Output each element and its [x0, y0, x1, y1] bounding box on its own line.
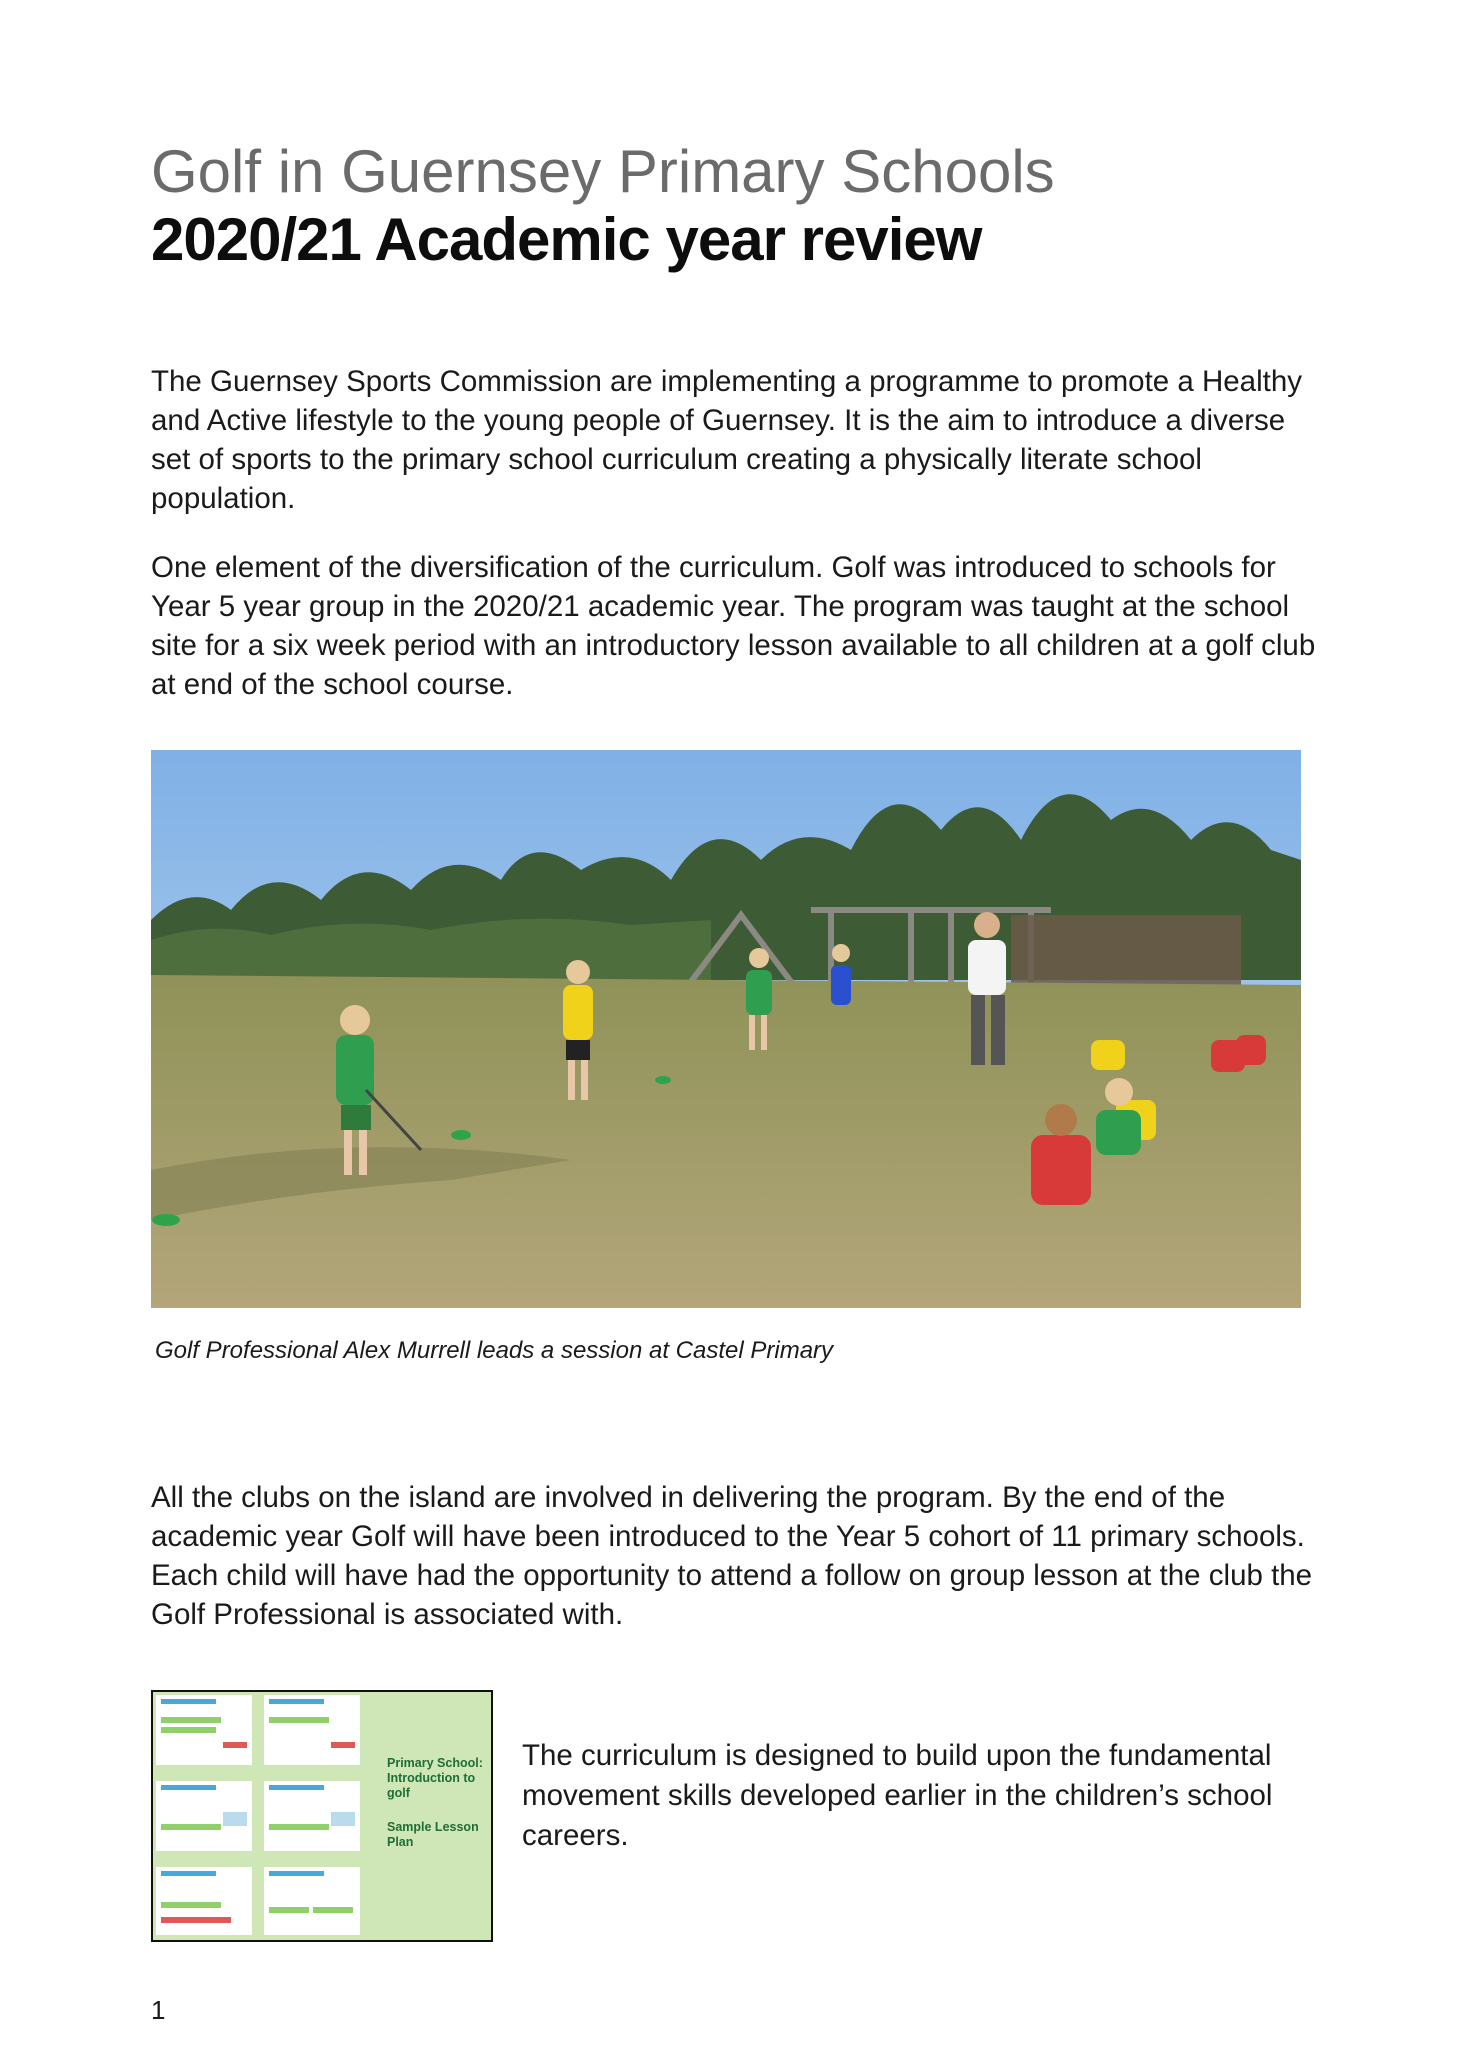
curriculum-paragraph: One element of the diversification of the curriculum. Golf was introduced to schools for Year 5 year group in the 2020/21 academic year. The program was taught at the school site for a six week period with an introductory lesson available to all children at a golf club at end of the school course.	[151, 551, 1316, 701]
golf-session-photo	[151, 750, 1301, 1308]
page-number: 1	[151, 1995, 166, 2025]
thumbnail-title: Primary School: Introduction to golf	[387, 1756, 483, 1800]
thumbnail-subtitle: Sample Lesson Plan	[387, 1820, 479, 1849]
clubs-paragraph: All the clubs on the island are involved in delivering the program. By the end of the academic year Golf will have been introduced to the Year 5 cohort of 11 primary schools. Each child will have had the opportunity to attend a follow on group lesson at the club the Golf Professional is associated with.	[151, 1481, 1313, 1631]
curriculum-description: The curriculum is designed to build upon the fundamental movement skills developed earlier in the children’s school careers.	[522, 1739, 1273, 1852]
photo-caption: Golf Professional Alex Murrell leads a session at Castel Primary	[155, 1337, 834, 1364]
title-line-2: 2020/21 Academic year review	[151, 206, 982, 273]
title-line-1: Golf in Guernsey Primary Schools	[151, 138, 1055, 205]
lesson-plan-thumbnail	[151, 1690, 493, 1942]
intro-paragraph: The Guernsey Sports Commission are implementing a programme to promote a Healthy and Active lifestyle to the young people of Guernsey. It is the aim to introduce a diverse set of sports to the primary school curriculum creating a physically literate school population.	[151, 365, 1302, 515]
